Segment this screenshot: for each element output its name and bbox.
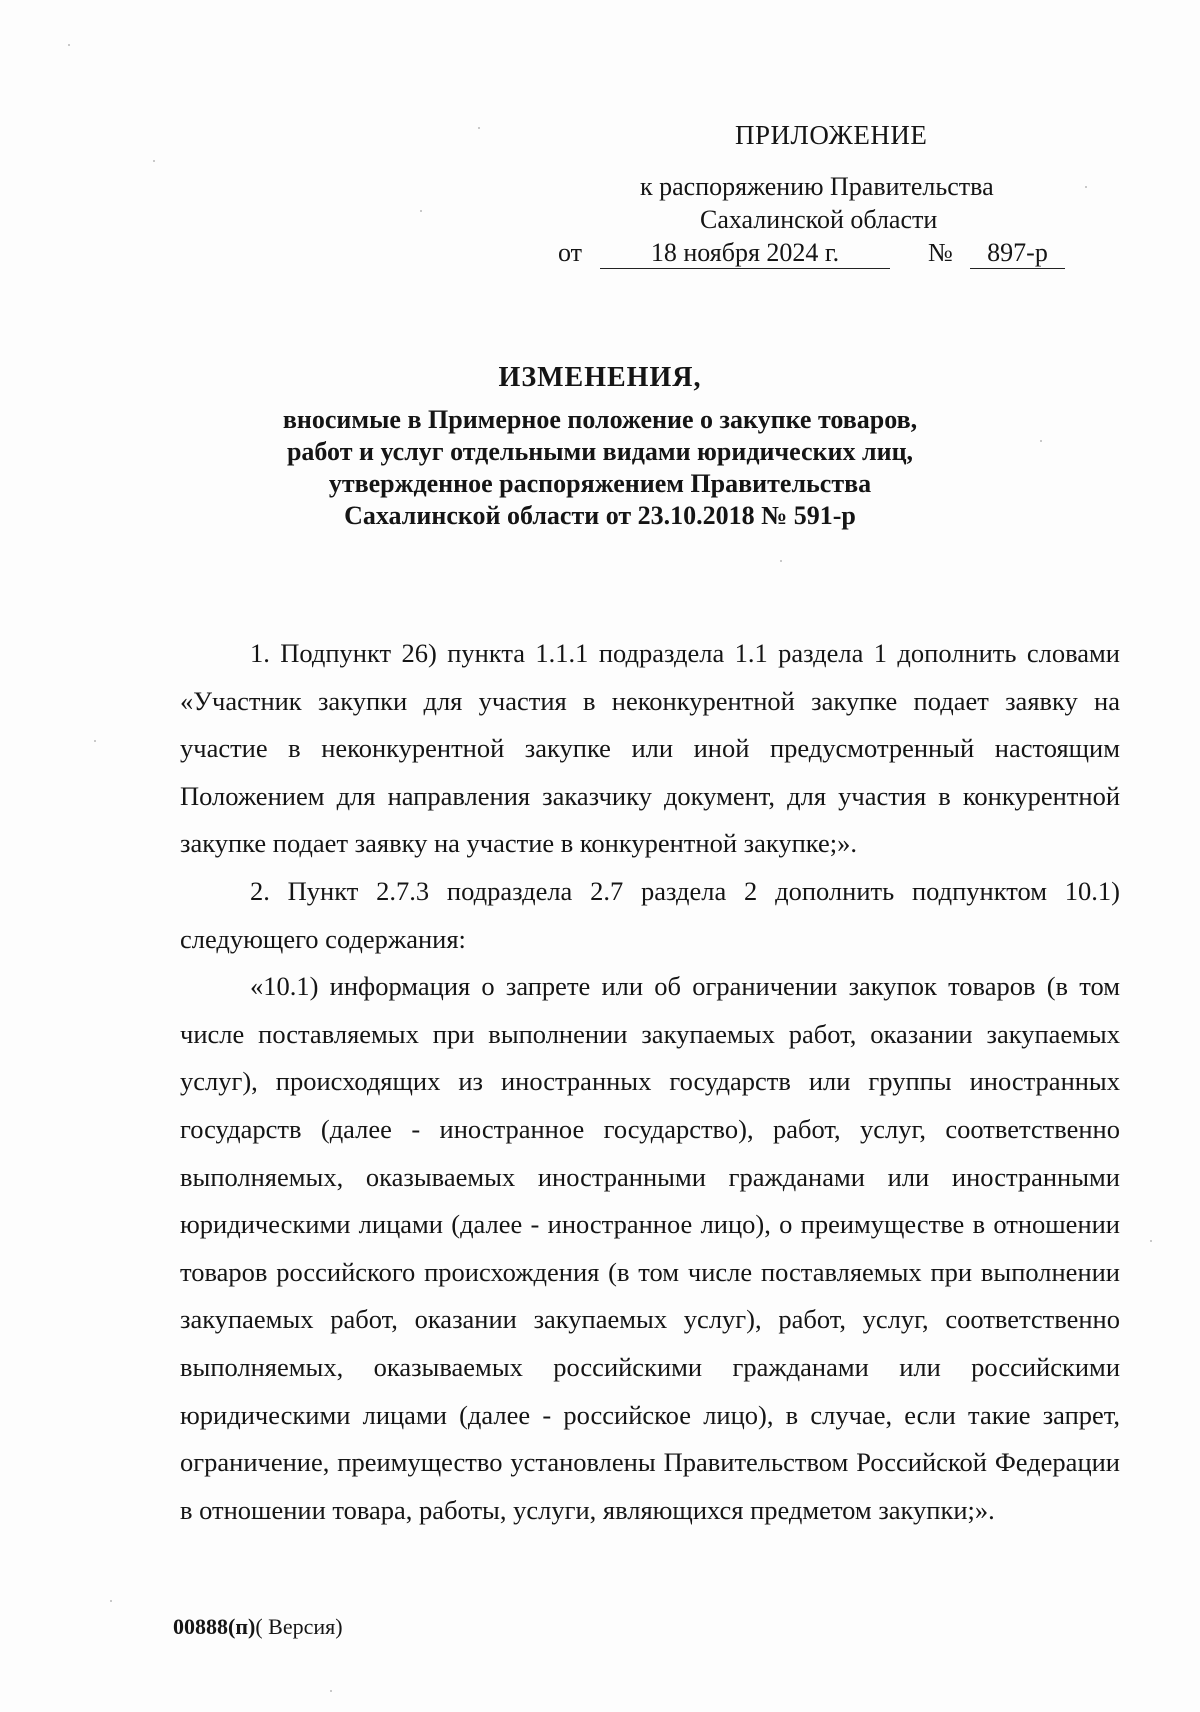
scan-speck: [153, 160, 155, 162]
scan-speck: [94, 740, 96, 742]
scan-speck: [420, 210, 422, 212]
scan-speck: [1085, 186, 1087, 188]
document-body: [180, 630, 1120, 1534]
scan-speck: [1150, 1240, 1152, 1242]
body-paragraph: 2. Пункт 2.7.3 подраздела 2.7 раздела 2 дополнить подпунктом 10.1) следующего содержания:: [180, 875, 1120, 954]
subtitle-line: работ и услуг отдельными видами юридических лиц,: [286, 437, 914, 466]
document-version: ( Версия): [255, 1614, 343, 1639]
subtitle-line: утвержденное распоряжением Правительства: [328, 469, 872, 498]
document-code: 00888(п): [173, 1614, 256, 1639]
order-date-number-row: [558, 238, 1118, 272]
body-paragraph: «10.1) информация о запрете или об ограничении закупок товаров (в том числе поставляемых при выполнении закупаемых работ, оказании закупаемых услуг), происходящих из иностранных государств или группы иностранных государств (далее - иностранное государство), работ, услуг, соответственно выполняемых, оказываемых иностранными гражданами или иностранными юридическими лицами (далее - иностранное лицо), о преимуществе в отношении товаров российского происхождения (в том числе поставляемых при выполнении закупаемых работ, оказании закупаемых услуг), работ, услуг, соответственно выполняемых, оказываемых российскими гражданами или российскими юридическими лицами (далее - российское лицо), в случае, если такие запрет, ограничение, преимущество установлены Правительством Российской Федерации в отношении товара, работы, услуги, являющихся предметом закупки;».: [180, 971, 1120, 1525]
document-title: ИЗМЕНЕНИЯ,: [498, 362, 702, 393]
appendix-label: ПРИЛОЖЕНИЕ: [735, 120, 928, 150]
document-footer: [173, 1614, 343, 1640]
date-prefix-label: от: [558, 238, 583, 267]
scan-speck: [780, 560, 782, 562]
body-paragraph: 1. Подпункт 26) пункта 1.1.1 подраздела 1.1 раздела 1 дополнить словами «Участник закупки для участия в неконкурентной закупке подает заявку на участие в неконкурентной закупке или иной предусмотренный настоящим Положением для направления заказчику документ, для участия в конкурентной закупке подает заявку на участие в конкурентной закупке;».: [180, 638, 1120, 859]
order-date: 18 ноября 2024 г.: [600, 238, 890, 269]
region-name: Сахалинской области: [700, 205, 938, 234]
scan-speck: [330, 1690, 332, 1692]
order-number: 897-р: [970, 238, 1065, 269]
number-sign-label: №: [928, 238, 953, 267]
order-reference: к распоряжению Правительства: [640, 172, 994, 201]
subtitle-line: Сахалинской области от 23.10.2018 № 591-р: [344, 501, 856, 530]
scan-speck: [68, 44, 70, 46]
subtitle-line: вносимые в Примерное положение о закупке товаров,: [282, 405, 918, 434]
scan-speck: [1040, 440, 1042, 442]
document-subtitle: [250, 404, 950, 532]
scan-speck: [110, 1600, 112, 1602]
scan-speck: [478, 127, 480, 129]
